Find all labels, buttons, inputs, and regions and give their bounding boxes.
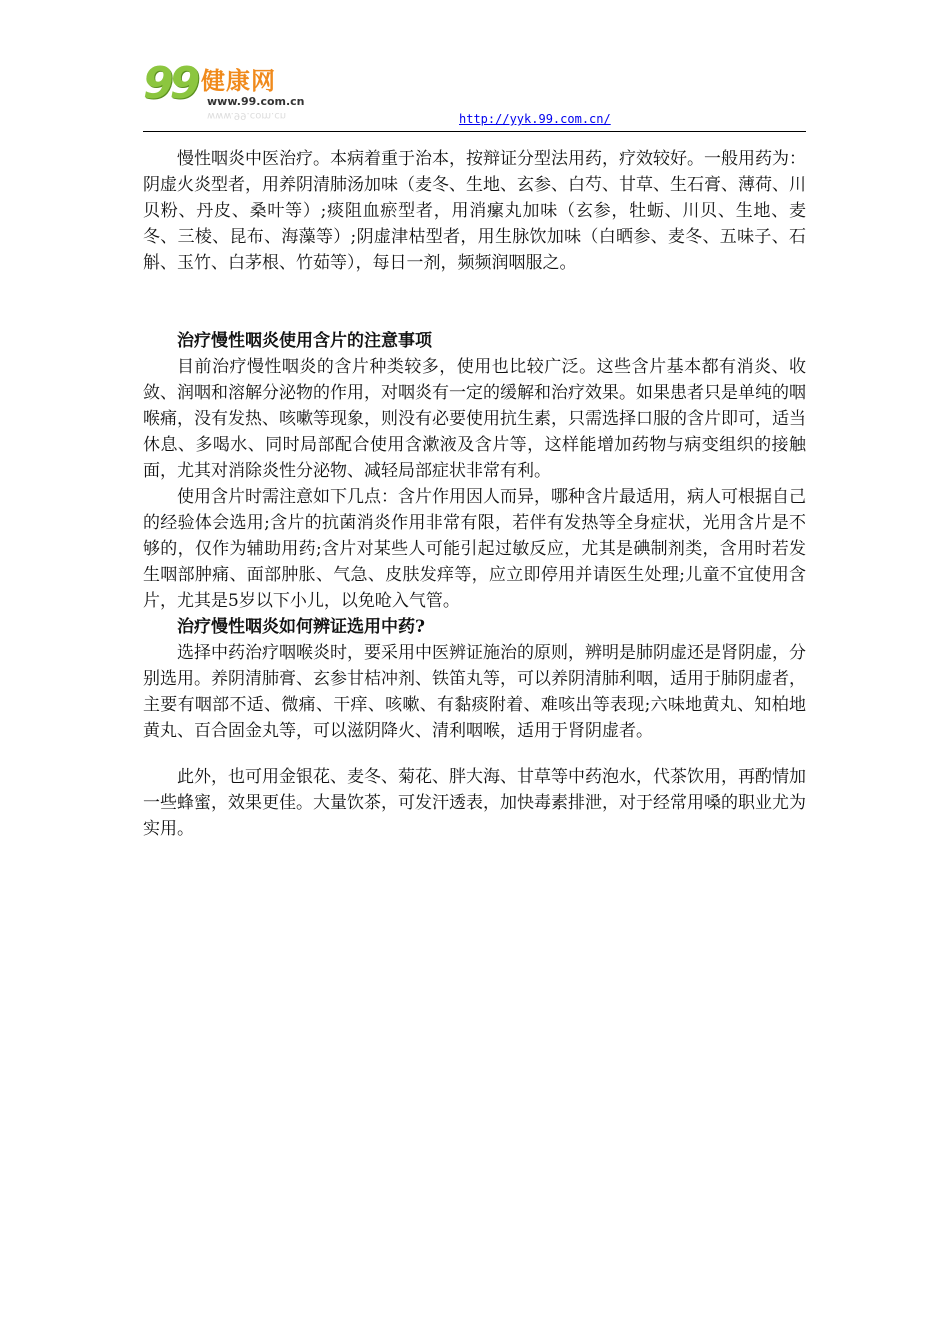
logo-brand-text: 健康网 bbox=[201, 67, 276, 95]
header-divider bbox=[143, 131, 806, 132]
lozenges-paragraph-1: 目前治疗慢性咽炎的含片种类较多，使用也比较广泛。这些含片基本都有消炎、收敛、润咽和溶解分泌物的作用，对咽炎有一定的缓解和治疗效果。如果患者只是单纯的咽喉痛，没有发热、咳嗽等现象，则没有必要使用抗生素，只需选择口服的含片即可，适当休息、多喝水、同时局部配合使用含漱液及含片等，这样能增加药物与病变组织的接触面，尤其对消除炎性分泌物、减轻局部症状非常有利。 bbox=[143, 357, 806, 481]
closing-paragraph: 此外，也可用金银花、麦冬、菊花、胖大海、甘草等中药泡水，代茶饮用，再酌情加一些蜂蜜，效果更佳。大量饮茶，可发汗透表，加快毒素排泄，对于经常用嗓的职业尤为实用。 bbox=[143, 767, 806, 839]
lozenges-paragraph-2: 使用含片时需注意如下几点：含片作用因人而异，哪种含片最适用，病人可根据自己的经验体会选用;含片的抗菌消炎作用非常有限，若伴有发热等全身症状，光用含片是不够的，仅作为辅助用药;含片对某些人可能引起过敏反应，尤其是碘制剂类，含用时若发生咽部肿痛、面部肿胀、气急、皮肤发痒等，应立即停用并请医生处理;儿童不宜使用含片，尤其是5岁以下小儿，以免呛入气管。 bbox=[143, 487, 806, 611]
spacer bbox=[143, 276, 806, 328]
logo-reflection: www.99.com.cn bbox=[207, 110, 287, 121]
logo-site-url: www.99.com.cn bbox=[207, 95, 305, 108]
spacer bbox=[143, 744, 806, 764]
article-body bbox=[143, 146, 806, 842]
site-logo[interactable] bbox=[143, 60, 343, 130]
header-site-link[interactable]: http://yyk.99.com.cn/ bbox=[459, 112, 611, 126]
page-header bbox=[143, 60, 806, 134]
section-heading-herbal: 治疗慢性咽炎如何辨证选用中药? bbox=[177, 617, 425, 637]
herbal-paragraph: 选择中药治疗咽喉炎时，要采用中医辨证施治的原则，辨明是肺阴虚还是肾阴虚，分别选用。养阴清肺膏、玄参甘桔冲剂、铁笛丸等，可以养阴清肺利咽，适用于肺阴虚者，主要有咽部不适、微痛、干痒、咳嗽、有黏痰附着、难咳出等表现;六味地黄丸、知柏地黄丸、百合固金丸等，可以滋阴降火、清利咽喉，适用于肾阴虚者。 bbox=[143, 643, 806, 741]
intro-paragraph: 慢性咽炎中医治疗。本病着重于治本，按辩证分型法用药，疗效较好。一般用药为：阴虚火炎型者，用养阴清肺汤加味（麦冬、生地、玄参、白芍、甘草、生石膏、薄荷、川贝粉、丹皮、桑叶等）;痰阻血瘀型者，用消瘰丸加味（玄参，牡蛎、川贝、生地、麦冬、三棱、昆布、海藻等）;阴虚津枯型者，用生脉饮加味（白晒参、麦冬、五味子、石斛、玉竹、白茅根、竹茹等），每日一剂，频频润咽服之。 bbox=[143, 149, 806, 273]
section-heading-lozenges: 治疗慢性咽炎使用含片的注意事项 bbox=[177, 331, 432, 351]
logo-number: 99 bbox=[143, 58, 197, 109]
